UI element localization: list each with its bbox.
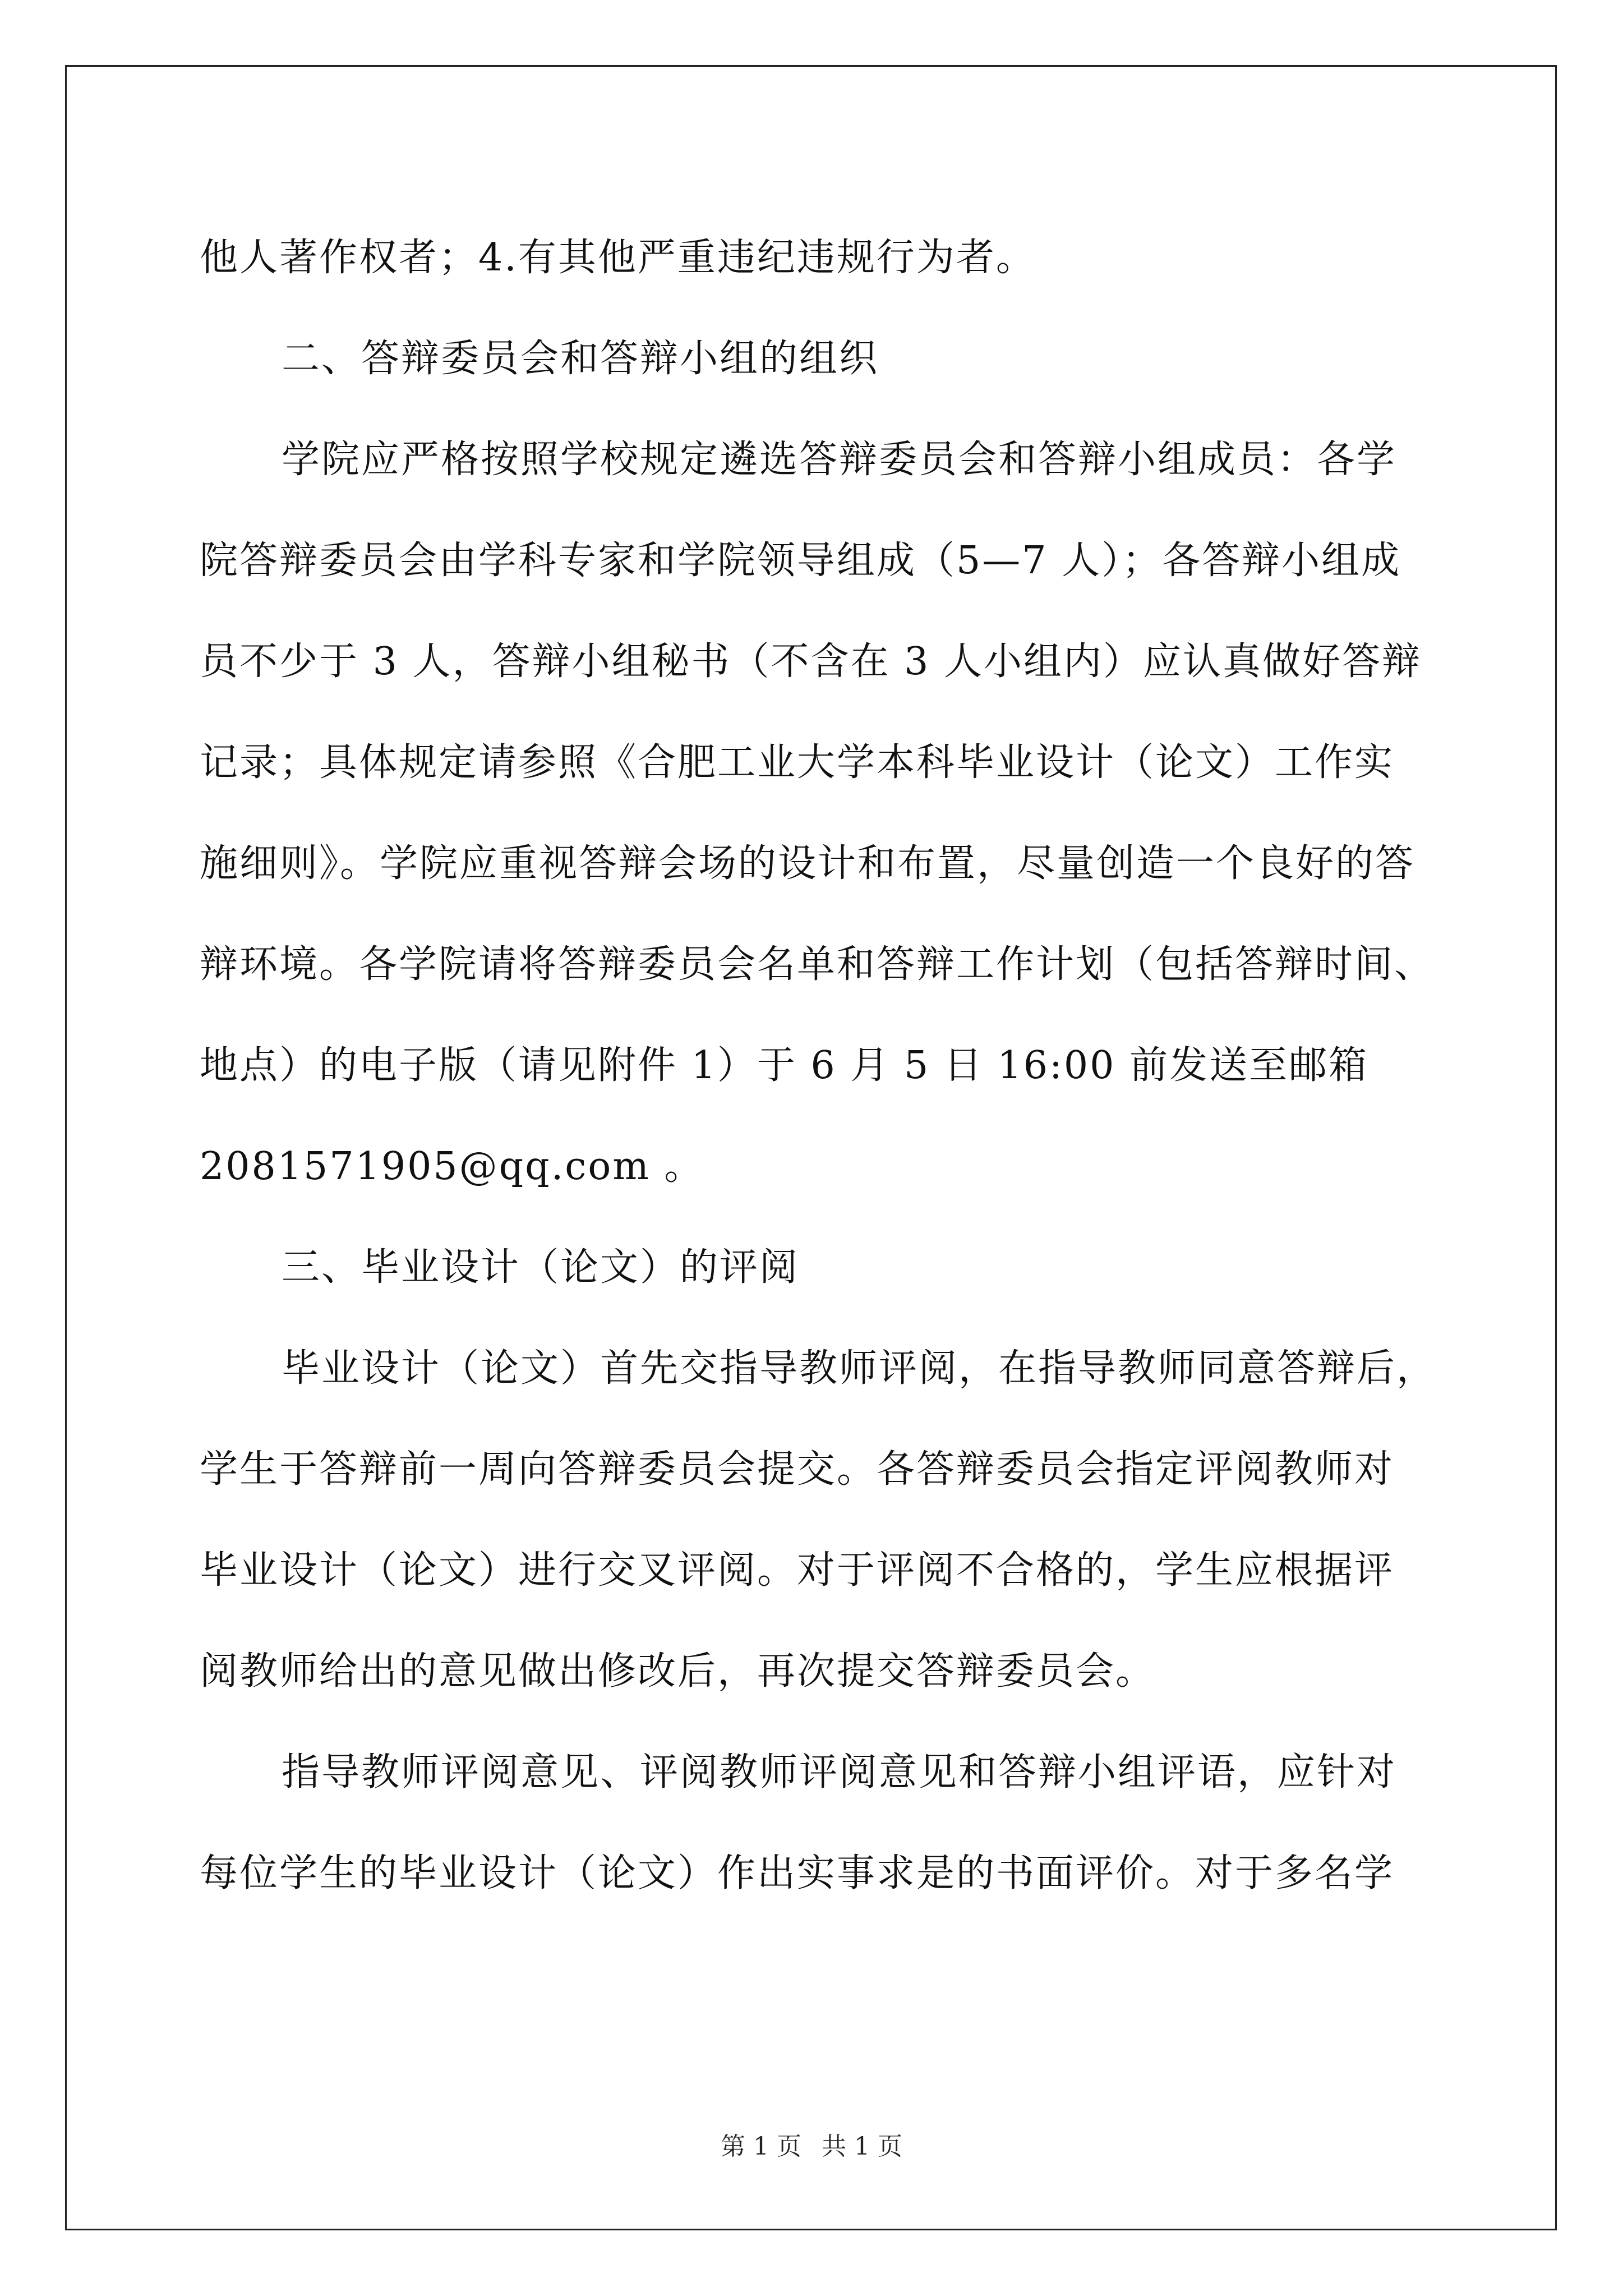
text-line: 施细则》。学院应重视答辩会场的设计和布置，尽量创造一个良好的答 xyxy=(200,841,1415,886)
text-line: 他人著作权者；4.有其他严重违纪违规行为者。 xyxy=(200,236,1036,280)
document-body xyxy=(200,208,1437,1924)
section-heading: 二、答辩委员会和答辩小组的组织 xyxy=(282,337,879,381)
text-line: 记录；具体规定请参照《合肥工业大学本科毕业设计（论文）工作实 xyxy=(200,740,1395,785)
page-number: 第 1 页 xyxy=(721,2132,801,2161)
text-line: 学生于答辩前一周向答辩委员会提交。各答辩委员会指定评阅教师对 xyxy=(200,1447,1395,1492)
text-line: 毕业设计（论文）进行交叉评阅。对于评阅不合格的，学生应根据评 xyxy=(200,1548,1395,1593)
text-line: 院答辩委员会由学科专家和学院领导组成（5—7 人）；各答辩小组成 xyxy=(200,539,1401,583)
text-line: 指导教师评阅意见、评阅教师评阅意见和答辩小组评语，应针对 xyxy=(282,1750,1397,1795)
text-line: 毕业设计（论文）首先交指导教师评阅，在指导教师同意答辩后， xyxy=(282,1346,1437,1391)
text-line: 阅教师给出的意见做出修改后，再次提交答辩委员会。 xyxy=(200,1649,1156,1694)
text-line: 学院应严格按照学校规定遴选答辩委员会和答辩小组成员：各学 xyxy=(282,438,1397,482)
text-line: 员不少于 3 人，答辩小组秘书（不含在 3 人小组内）应认真做好答辩 xyxy=(200,639,1422,684)
text-line: 地点）的电子版（请见附件 1）于 6 月 5 日 16:00 前发送至邮箱 xyxy=(200,1043,1369,1088)
text-line: 每位学生的毕业设计（论文）作出实事求是的书面评价。对于多名学 xyxy=(200,1851,1395,1895)
email-text-line: 2081571905@qq.com 。 xyxy=(200,1144,704,1189)
section-heading: 三、毕业设计（论文）的评阅 xyxy=(282,1245,800,1290)
page-footer xyxy=(0,2126,1623,2162)
page-total: 共 1 页 xyxy=(822,2132,902,2161)
text-line: 辩环境。各学院请将答辩委员会名单和答辩工作计划（包括答辩时间、 xyxy=(200,942,1435,987)
